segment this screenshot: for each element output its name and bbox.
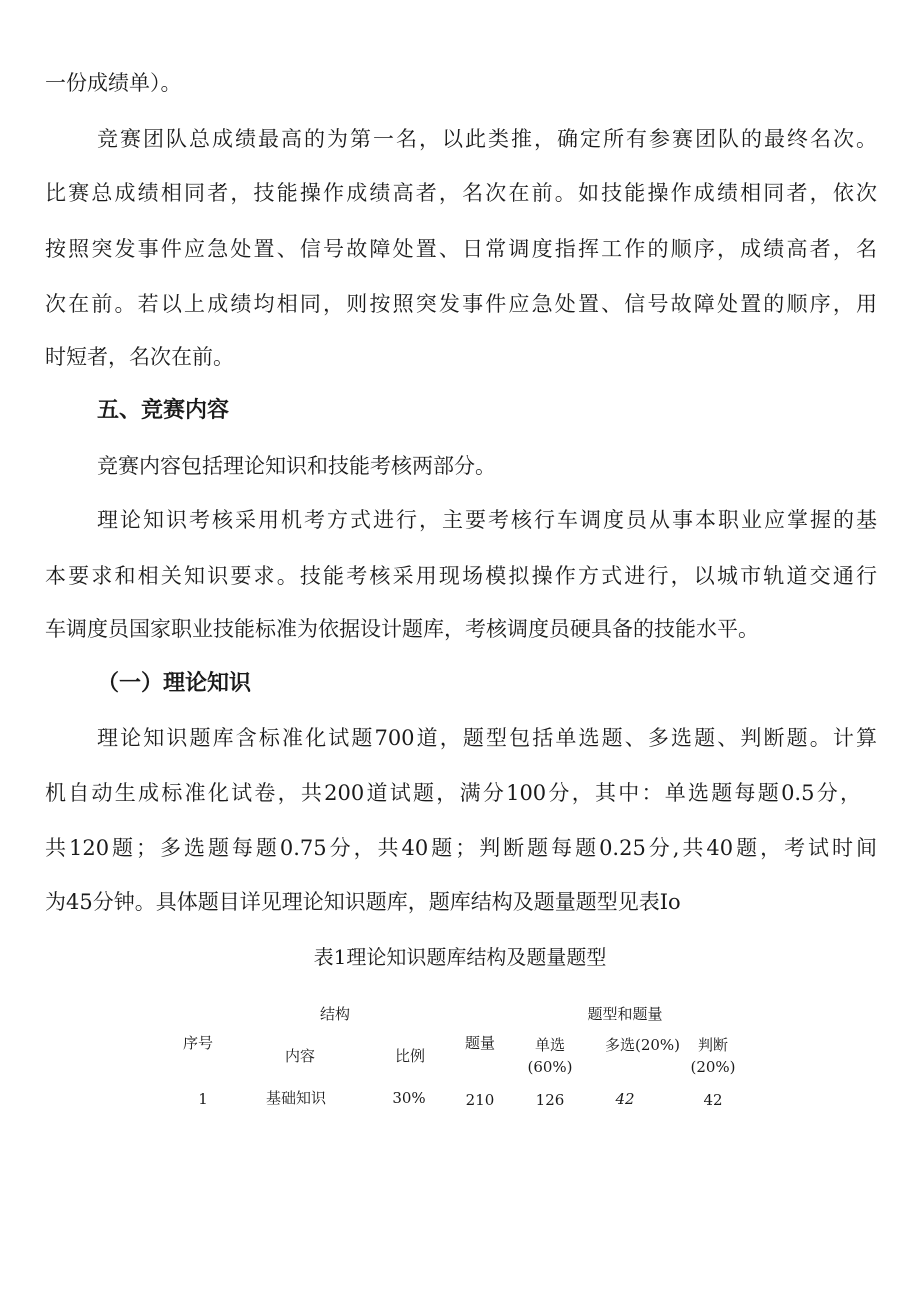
cell-multi: 42	[615, 1090, 635, 1108]
text-line: 一份成绩单）。	[45, 71, 182, 95]
text-line: 时短者，名次在前。	[45, 345, 234, 369]
text-line: 按照突发事件应急处置、信号故障处置、日常调度指挥工作的顺序，成绩高者，名	[45, 237, 877, 261]
header-single-pct: (60%)	[527, 1058, 573, 1076]
cell-content: 基础知识	[265, 1089, 326, 1107]
cell-seq: 1	[198, 1090, 208, 1108]
subsection-heading: （一）理论知识	[97, 671, 252, 696]
header-judge: 判断	[697, 1036, 728, 1054]
text-line: 比赛总成绩相同者，技能操作成绩高者，名次在前。如技能操作成绩相同者，依次	[45, 181, 877, 205]
text-line: 理论知识题库含标准化试题700道，题型包括单选题、多选题、判断题。计算	[97, 726, 877, 750]
section-heading: 五、竞赛内容	[97, 398, 230, 423]
text-line: 共120题；多选题每题0.75分，共40题；判断题每题0.25分,共40题，考试时间	[45, 836, 877, 860]
text-line: 本要求和相关知识要求。技能考核采用现场模拟操作方式进行，以城市轨道交通行	[45, 564, 877, 588]
text-line: 次在前。若以上成绩均相同，则按照突发事件应急处置、信号故障处置的顺序，用	[45, 292, 877, 316]
header-single: 单选	[534, 1036, 565, 1054]
cell-judge: 42	[703, 1091, 723, 1109]
header-judge-pct: (20%)	[690, 1058, 736, 1076]
text-line: 为45分钟。具体题目详见理论知识题库，题库结构及题量题型见表Io	[45, 890, 681, 914]
header-count: 题量	[464, 1034, 495, 1052]
header-seq: 序号	[182, 1034, 213, 1052]
cell-single: 126	[535, 1091, 565, 1109]
header-content: 内容	[284, 1047, 315, 1065]
text-line: 理论知识考核采用机考方式进行，主要考核行车调度员从事本职业应掌握的基	[97, 508, 877, 532]
header-ratio: 比例	[394, 1047, 425, 1065]
header-multi: 多选(20%)	[604, 1036, 681, 1054]
text-line: 竞赛内容包括理论知识和技能考核两部分。	[97, 454, 496, 478]
text-line: 机自动生成标准化试卷，共200道试题，满分100分，其中：单选题每题0.5分，	[45, 781, 861, 805]
header-structure: 结构	[319, 1005, 350, 1023]
cell-ratio: 30%	[392, 1089, 426, 1107]
text-line: 车调度员国家职业技能标准为依据设计题库，考核调度员硬具备的技能水平。	[45, 617, 759, 641]
cell-count: 210	[465, 1091, 495, 1109]
header-types: 题型和题量	[587, 1005, 663, 1023]
table-caption: 表1理论知识题库结构及题量题型	[313, 945, 607, 969]
text-line: 竞赛团队总成绩最高的为第一名，以此类推，确定所有参赛团队的最终名次。	[97, 127, 877, 151]
